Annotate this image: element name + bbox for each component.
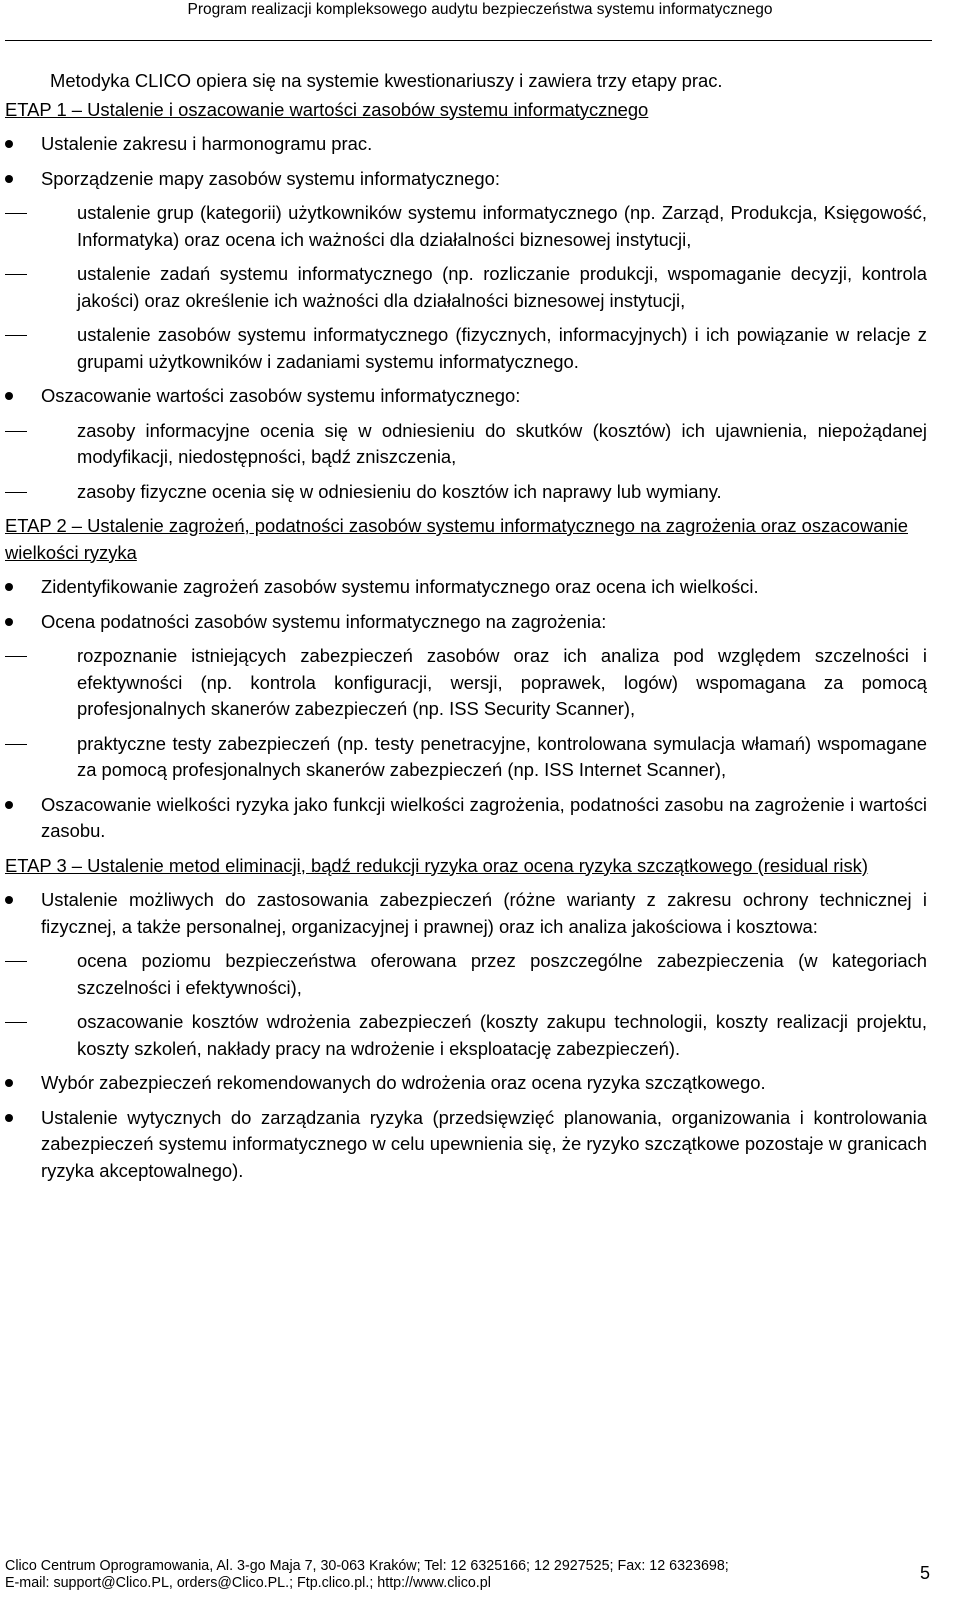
dash-item: [5, 418, 927, 471]
bullet-icon: [5, 175, 13, 183]
dash-text: rozpoznanie istniejących zabezpieczeń zasobów oraz ich analiza pod względem szczelności i efektywności (np. kontrola konfiguracji, wersji, poprawek, logów) wspomagana za pomocą profesjonalnych skanerów zabezpieczeń (np. ISS Security Scanner),: [77, 645, 927, 719]
dash-text: zasoby informacyjne ocenia się w odniesieniu do skutków (kosztów) ich ujawnienia, niepożądanej modyfikacji, niedostępności, bądź zniszczenia,: [77, 419, 927, 467]
dash-text: oszacowanie kosztów wdrożenia zabezpieczeń (koszty zakupu technologii, koszty realizacji projektu, koszty szkoleń, nakłady pracy na wdrożenie i eksploatację zabezpieczeń).: [77, 1011, 927, 1059]
dash-text: praktyczne testy zabezpieczeń (np. testy penetracyjne, kontrolowana symulacja włamań) wspomagane za pomocą profesjonalnych skanerów zabezpieczeń (np. ISS Internet Scanner),: [77, 732, 927, 780]
dash-icon: [5, 274, 27, 275]
page-number: 5: [919, 1563, 930, 1583]
dash-item: [5, 200, 927, 253]
bullet-text: Zidentyfikowanie zagrożeń zasobów systemu informatycznego oraz ocena ich wielkości.: [41, 576, 759, 597]
bullet-icon: [5, 1114, 13, 1122]
bullet-text: Ustalenie wytycznych do zarządzania ryzyka (przedsięwzięć planowania, organizowania i kontrolowania zabezpieczeń systemu informatycznego w celu upewnienia się, że ryzyko szczątkowe pozostaje w granicach ryzyka akceptowalnego).: [41, 1106, 927, 1181]
bullet-item: [5, 609, 927, 636]
header-title: Program realizacji kompleksowego audytu bezpieczeństwa systemu informatycznego: [187, 1, 773, 18]
dash-item: [5, 731, 927, 784]
bullet-icon: [5, 583, 13, 591]
bullet-text: Wybór zabezpieczeń rekomendowanych do wdrożenia oraz ocena ryzyka szczątkowego.: [41, 1072, 766, 1093]
etap1-heading: ETAP 1 – Ustalenie i oszacowanie wartości zasobów systemu informatycznego: [5, 98, 649, 120]
dash-item: [5, 479, 927, 506]
bullet-icon: [5, 618, 13, 626]
bullet-item: [5, 131, 927, 158]
bullet-icon: [5, 896, 13, 904]
dash-icon: [5, 213, 27, 214]
dash-text: ustalenie zasobów systemu informatycznego (fizycznych, informacyjnych) i ich powiązanie w relacje z grupami użytkowników i zadaniami systemu informatycznego.: [77, 324, 927, 372]
bullet-text: Sporządzenie mapy zasobów systemu informatycznego:: [41, 167, 500, 189]
dash-item: [5, 643, 927, 723]
dash-icon: [5, 656, 27, 657]
etap2-heading: ETAP 2 – Ustalenie zagrożeń, podatności zasobów systemu informatycznego na zagrożenia oraz oszacowanie wielkości ryzyka: [5, 515, 908, 563]
dash-text: ustalenie grup (kategorii) użytkowników systemu informatycznego (np. Zarząd, Produkcja, Księgowość, Informatyka) oraz ocena ich ważności dla działalności biznesowej instytucji,: [77, 202, 927, 250]
bullet-icon: [5, 392, 13, 400]
dash-text: ocena poziomu bezpieczeństwa oferowana przez poszczególne zabezpieczenia (w kategoriach szczelności i efektywności),: [77, 950, 927, 998]
bullet-item: [5, 1105, 927, 1185]
bullet-text: Ustalenie możliwych do zastosowania zabezpieczeń (różne warianty z zakresu ochrony technicznej i fizycznej, a także personalnej, organizacyjnej i prawnej) oraz ich analiza jakościowa i kosztowa:: [41, 889, 927, 937]
page-footer: [5, 1558, 932, 1592]
dash-icon: [5, 431, 27, 432]
footer-address: Clico Centrum Oprogramowania, Al. 3-go Maja 7, 30-063 Kraków; Tel: 12 6325166; 12 2927525; Fax: 12 6323698;: [5, 1558, 729, 1574]
dash-item: [5, 1009, 927, 1062]
dash-icon: [5, 335, 27, 336]
dash-icon: [5, 961, 27, 962]
bullet-icon: [5, 1079, 13, 1087]
dash-item: [5, 261, 927, 314]
bullet-text: Oszacowanie wartości zasobów systemu informatycznego:: [41, 385, 521, 406]
footer-contact: E-mail: support@Clico.PL, orders@Clico.PL.; Ftp.clico.pl.; http://www.clico.pl: [5, 1575, 491, 1591]
bullet-text: Oszacowanie wielkości ryzyka jako funkcji wielkości zagrożenia, podatności zasobu na zagrożenie i wartości zasobu.: [41, 793, 927, 841]
bullet-item: [5, 792, 927, 845]
bullet-text: Ocena podatności zasobów systemu informatycznego na zagrożenia:: [41, 610, 607, 632]
bullet-text: Ustalenie zakresu i harmonogramu prac.: [41, 133, 373, 154]
intro-paragraph: Metodyka CLICO opiera się na systemie kwestionariuszy i zawiera trzy etapy prac.: [50, 70, 723, 91]
header-divider: [5, 40, 932, 41]
dash-item: [5, 948, 927, 1001]
dash-text: zasoby fizyczne ocenia się w odniesieniu do kosztów ich naprawy lub wymiany.: [77, 480, 722, 502]
dash-icon: [5, 492, 27, 493]
page-header: [0, 0, 960, 32]
bullet-item: [5, 383, 927, 410]
bullet-icon: [5, 140, 13, 148]
etap3-heading: ETAP 3 – Ustalenie metod eliminacji, bądź redukcji ryzyka oraz ocena ryzyka szczątkowego (residual risk): [5, 854, 869, 876]
bullet-item: [5, 887, 927, 940]
document-body: [5, 68, 927, 1192]
bullet-item: [5, 166, 927, 193]
bullet-item: [5, 1070, 927, 1097]
dash-item: [5, 322, 927, 375]
bullet-icon: [5, 801, 13, 809]
bullet-item: [5, 574, 927, 601]
dash-icon: [5, 744, 27, 745]
dash-icon: [5, 1022, 27, 1023]
dash-text: ustalenie zadań systemu informatycznego (np. rozliczanie produkcji, wspomaganie decyzji, kontrola jakości) oraz określenie ich ważności dla działalności biznesowej instytucji,: [77, 263, 927, 311]
